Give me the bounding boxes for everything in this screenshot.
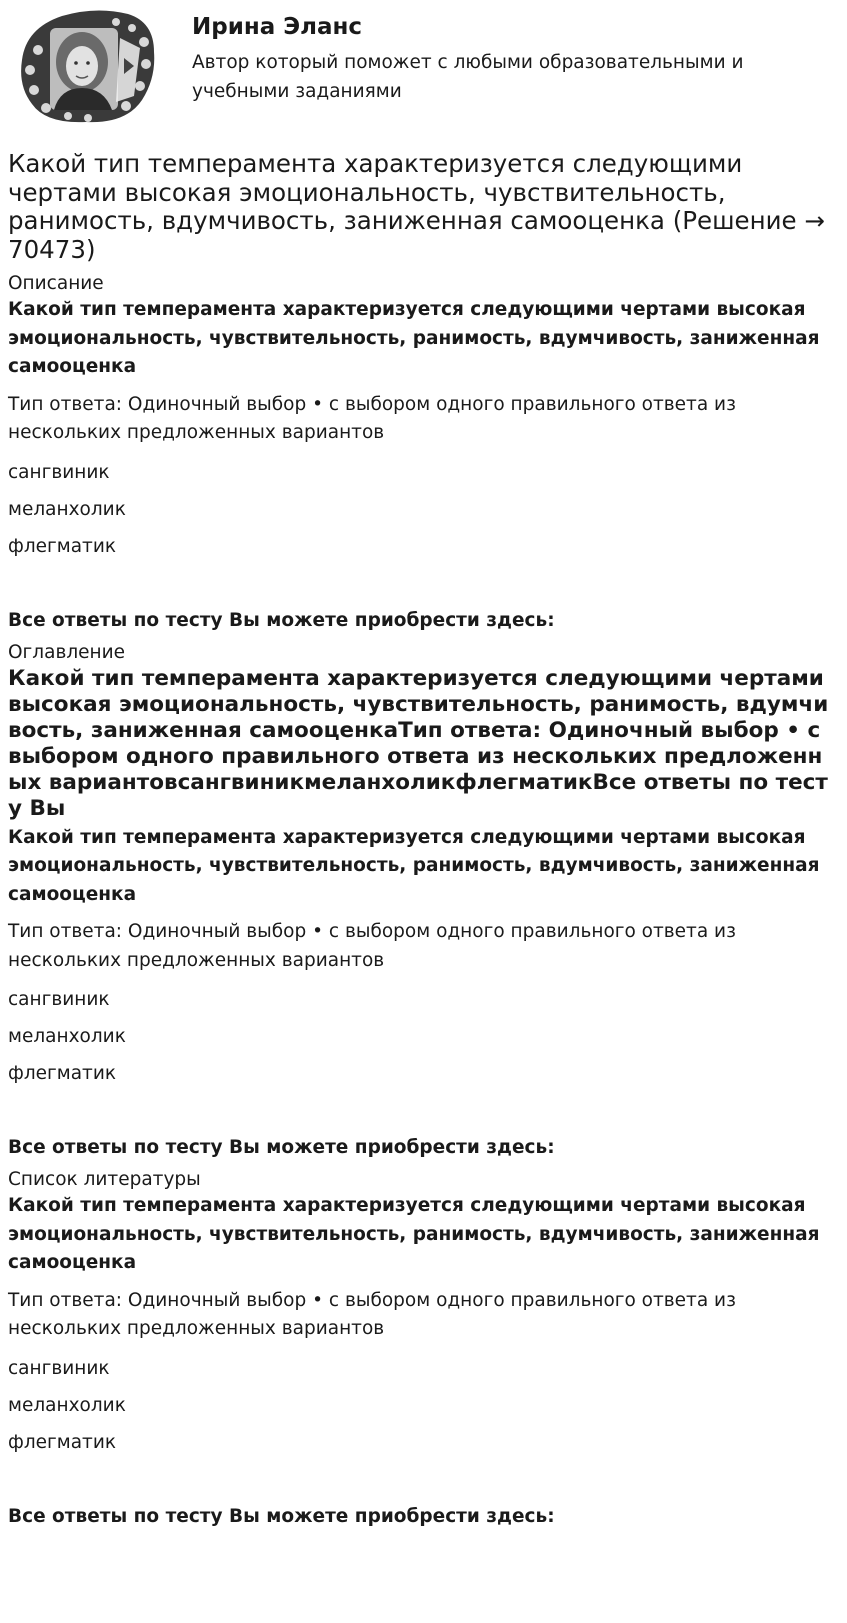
toc-heading: Какой тип темперамента характеризуется следующими чертами высокая эмоциональность, чувствительность, ранимость, вдумчивость, заниженная самооценкаТип ответа: Одиночный выбор • с выбором одного правильного ответа из нескольких предложенных вариантовсангвиникмеланхоликфлегматикВсе ответы по тесту Вы	[8, 665, 829, 821]
option-item: сангвиник	[8, 989, 110, 1010]
question-text: Какой тип темперамента характеризуется следующими чертами высокая эмоциональность, чувствительность, ранимость, вдумчивость, заниженная самооценка	[8, 299, 820, 377]
question-text: Какой тип темперамента характеризуется следующими чертами высокая эмоциональность, чувствительность, ранимость, вдумчивость, заниженная самооценка	[8, 826, 820, 905]
buy-answers-text: Все ответы по тесту Вы можете приобрести здесь:	[8, 609, 555, 631]
toc-section	[8, 641, 839, 1161]
author-description: Автор который поможет с любыми образовательными и учебными заданиями	[192, 52, 744, 102]
author-avatar[interactable]	[16, 8, 156, 126]
options-list	[8, 461, 839, 559]
option-item: флегматик	[8, 1063, 117, 1084]
option-item: сангвиник	[8, 461, 110, 483]
options-list	[8, 1357, 839, 1455]
buy-answers-text: Все ответы по тесту Вы можете приобрести здесь:	[8, 1137, 555, 1158]
option-item: меланхолик	[8, 1394, 126, 1416]
author-name[interactable]: Ирина Эланс	[192, 14, 363, 40]
option-item: меланхолик	[8, 1026, 126, 1047]
answer-type: Тип ответа: Одиночный выбор • с выбором одного правильного ответа из нескольких предложенных вариантов	[8, 393, 736, 443]
option-item: сангвиник	[8, 1357, 110, 1379]
options-list	[8, 988, 839, 1086]
answer-type: Тип ответа: Одиночный выбор • с выбором одного правильного ответа из нескольких предложенных вариантов	[8, 1289, 736, 1339]
option-item: флегматик	[8, 1431, 117, 1453]
section-label: Оглавление	[8, 641, 126, 663]
answer-type: Тип ответа: Одиночный выбор • с выбором одного правильного ответа из нескольких предложенных вариантов	[8, 921, 736, 971]
bibliography-section	[8, 1168, 839, 1529]
section-label: Список литературы	[8, 1169, 201, 1190]
page-title: Какой тип темперамента характеризуется следующими чертами высокая эмоциональность, чувствительность, ранимость, вдумчивость, заниженная самооценка (Решение → 70473)	[8, 149, 825, 264]
author-card	[8, 0, 839, 138]
section-label: Описание	[8, 273, 104, 294]
description-section	[8, 272, 839, 633]
question-text: Какой тип темперамента характеризуется следующими чертами высокая эмоциональность, чувствительность, ранимость, вдумчивость, заниженная самооценка	[8, 1195, 820, 1273]
buy-answers-text: Все ответы по тесту Вы можете приобрести здесь:	[8, 1505, 555, 1527]
option-item: меланхолик	[8, 498, 126, 520]
option-item: флегматик	[8, 535, 117, 557]
